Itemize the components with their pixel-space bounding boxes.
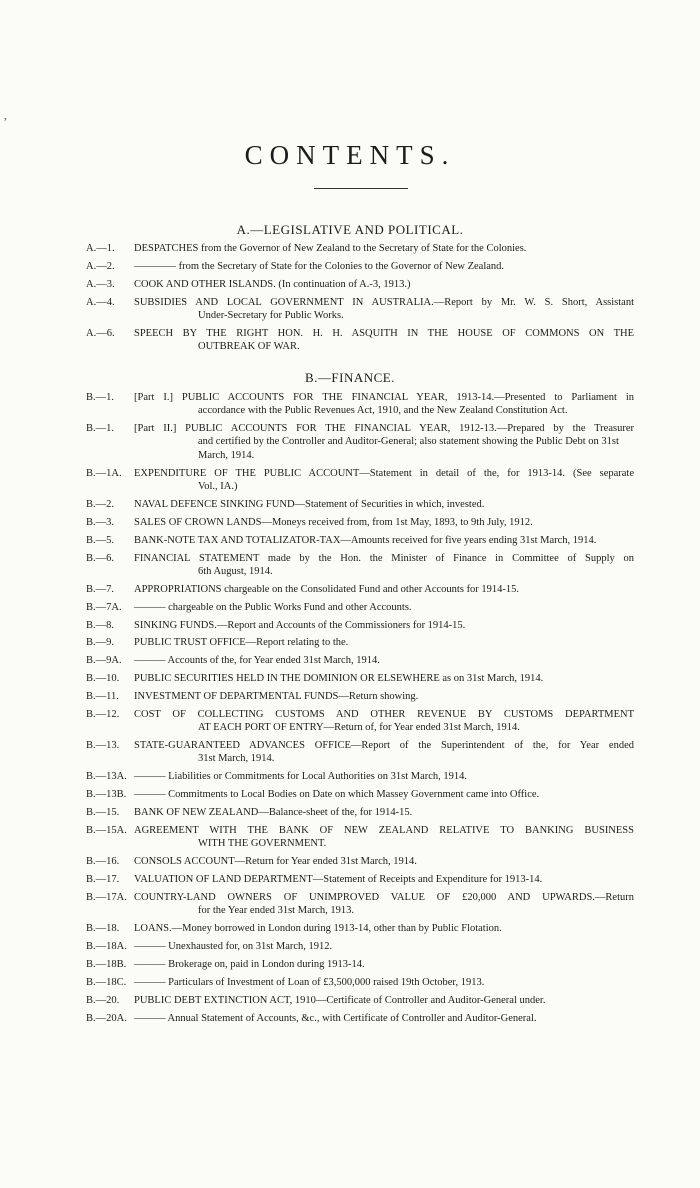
- entry-title: INVESTMENT OF DEPARTMENTAL FUNDS—Return showing.: [134, 691, 419, 703]
- entry-body: [134, 739, 634, 766]
- contents-entry: [0, 891, 700, 918]
- entry-body: [134, 958, 634, 971]
- entry-title: SINKING FUNDS.—Report and Accounts of the Commissioners for 1914-15.: [134, 619, 466, 631]
- entry-title: LOANS.—Money borrowed in London during 1913-14, other than by Public Flotation.: [134, 923, 502, 935]
- entry-title: ——— Unexhausted for, on 31st March, 1912.: [134, 941, 333, 953]
- entry-code: B.—9A.: [86, 655, 122, 667]
- entry-title: BANK OF NEW ZEALAND—Balance-sheet of the, for 1914-15.: [134, 807, 413, 819]
- entry-body: [134, 552, 634, 579]
- contents-entry: [0, 260, 700, 273]
- entry-body: [134, 516, 634, 529]
- contents-entry: [0, 327, 700, 354]
- entry-code: B.—5.: [86, 534, 115, 546]
- entry-title: SALES OF CROWN LANDS—Moneys received from, from 1st May, 1893, to 9th July, 1912.: [134, 516, 533, 528]
- entry-title: CONSOLS ACCOUNT—Return for Year ended 31st March, 1914.: [134, 856, 417, 868]
- contents-entry: [0, 873, 700, 886]
- entry-code: A.—3.: [86, 278, 115, 290]
- entry-title: ——— Accounts of the, for Year ended 31st March, 1914.: [134, 655, 380, 667]
- contents-entry: [0, 534, 700, 547]
- entry-code: B.—20A.: [86, 1012, 127, 1024]
- contents-entry: [0, 922, 700, 935]
- entry-title: FINANCIAL STATEMENT made by the Hon. the Minister of Finance in Committee of Supply on: [134, 552, 634, 564]
- section-heading-a: A.—LEGISLATIVE AND POLITICAL.: [236, 222, 464, 237]
- entry-body: [134, 891, 634, 918]
- entry-title: [Part I.] PUBLIC ACCOUNTS FOR THE FINANCIAL YEAR, 1913-14.—Presented to Parliament in: [134, 392, 634, 403]
- contents-entry: [0, 654, 700, 667]
- contents-entry: [0, 958, 700, 971]
- entry-code: B.—1.: [86, 423, 115, 435]
- entry-code: B.—10.: [86, 673, 120, 685]
- contents-entry: [0, 467, 700, 494]
- entry-body: [134, 690, 634, 703]
- entry-body: [134, 327, 634, 354]
- entry-body: [134, 940, 634, 953]
- entry-code: B.—20.: [86, 994, 120, 1006]
- entry-body: [134, 296, 634, 323]
- entry-title: ——— Brokerage on, paid in London during 1913-14.: [134, 958, 365, 970]
- entry-body: [134, 976, 634, 989]
- entry-code: B.—13.: [86, 740, 120, 752]
- entry-code: A.—4.: [86, 296, 115, 308]
- entry-continuation: WITH THE GOVERNMENT.: [198, 838, 327, 850]
- entry-body: [134, 498, 634, 511]
- entry-body: [134, 806, 634, 819]
- contents-entry: [0, 855, 700, 868]
- entry-body: [134, 855, 634, 868]
- contents-entry: [0, 583, 700, 596]
- entry-code: B.—8.: [86, 619, 115, 631]
- entry-title: COOK AND OTHER ISLANDS. (In continuation of A.-3, 1913.): [134, 278, 411, 290]
- entry-title: APPROPRIATIONS chargeable on the Consolidated Fund and other Accounts for 1914-15.: [134, 583, 520, 595]
- entry-code: A.—6.: [86, 327, 115, 339]
- contents-entry: [0, 788, 700, 801]
- entry-code: B.—9.: [86, 637, 115, 649]
- entry-continuation: AT EACH PORT OF ENTRY—Return of, for Year ended 31st March, 1914.: [198, 722, 520, 734]
- contents-entry: [0, 806, 700, 819]
- entry-continuation: Under-Secretary for Public Works.: [198, 309, 344, 321]
- contents-entry: [0, 994, 700, 1007]
- entry-code: B.—6.: [86, 552, 115, 564]
- entry-body: [134, 583, 634, 596]
- entry-title: SPEECH BY THE RIGHT HON. H. H. ASQUITH IN THE HOUSE OF COMMONS ON THE: [134, 327, 634, 339]
- entry-code: B.—18C.: [86, 976, 127, 988]
- margin-mark: ,: [4, 108, 7, 122]
- contents-entry: [0, 770, 700, 783]
- entry-body: [134, 824, 634, 851]
- contents-entry: [0, 636, 700, 649]
- entry-code: B.—16.: [86, 856, 120, 868]
- contents-entry: [0, 278, 700, 291]
- contents-entry: [0, 391, 700, 418]
- entry-title: STATE-GUARANTEED ADVANCES OFFICE—Report of the Superintendent of the, for Year ended: [134, 740, 634, 752]
- section-b-entries: [0, 391, 700, 1030]
- contents-entry: [0, 739, 700, 766]
- entry-body: [134, 672, 634, 685]
- contents-entry: [0, 422, 700, 462]
- contents-entry: [0, 619, 700, 632]
- entry-title: ——— Commitments to Local Bodies on Date on which Massey Government came into Office.: [134, 789, 540, 801]
- entry-title: EXPENDITURE OF THE PUBLIC ACCOUNT—Statement in detail of the, for 1913-14. (See separate: [134, 467, 634, 479]
- entry-code: B.—13A.: [86, 771, 127, 783]
- entry-code: B.—7.: [86, 583, 115, 595]
- entry-title: ——— chargeable on the Public Works Fund and other Accounts.: [134, 601, 412, 613]
- entry-continuation: accordance with the Public Revenues Act, 1910, and the New Zealand Constitution Act.: [198, 405, 568, 417]
- entry-title: BANK-NOTE TAX AND TOTALIZATOR-TAX—Amounts received for five years ending 31st March, 1914.: [134, 534, 597, 546]
- entry-body: [134, 619, 634, 632]
- entry-continuation: Vol., IA.): [198, 480, 238, 492]
- entry-code: B.—18A.: [86, 941, 127, 953]
- entry-continuation: 6th August, 1914.: [198, 565, 273, 577]
- entry-body: [134, 922, 634, 935]
- entry-code: B.—13B.: [86, 789, 127, 801]
- entry-continuation: 31st March, 1914.: [198, 753, 275, 765]
- entry-code: B.—15A.: [86, 825, 127, 836]
- contents-entry: [0, 242, 700, 255]
- entry-body: [134, 788, 634, 801]
- entry-code: B.—1A.: [86, 467, 122, 479]
- entry-body: [134, 391, 634, 418]
- entry-body: [134, 873, 634, 886]
- entry-title: COUNTRY-LAND OWNERS OF UNIMPROVED VALUE OF £20,000 AND UPWARDS.—Return: [134, 891, 634, 903]
- contents-entry: [0, 824, 700, 851]
- entry-title: PUBLIC TRUST OFFICE—Report relating to the.: [134, 637, 349, 649]
- entry-title: ———— from the Secretary of State for the Colonies to the Governor of New Zealand.: [134, 260, 505, 272]
- entry-body: [134, 636, 634, 649]
- entry-code: A.—2.: [86, 260, 115, 272]
- entry-code: B.—11.: [86, 691, 119, 703]
- entry-code: B.—18.: [86, 923, 120, 935]
- entry-body: [134, 242, 634, 255]
- entry-body: [134, 534, 634, 547]
- entry-code: B.—3.: [86, 516, 115, 528]
- entry-title: VALUATION OF LAND DEPARTMENT—Statement of Receipts and Expenditure for 1913-14.: [134, 874, 543, 886]
- section-a-entries: [0, 242, 700, 358]
- section-heading-b: B.—FINANCE.: [304, 370, 395, 385]
- entry-code: B.—18B.: [86, 958, 127, 970]
- page-title: CONTENTS.: [244, 140, 456, 170]
- contents-entry: [0, 498, 700, 511]
- contents-entry: [0, 1012, 700, 1025]
- entry-title: COST OF COLLECTING CUSTOMS AND OTHER REVENUE BY CUSTOMS DEPARTMENT: [134, 708, 634, 720]
- entry-code: B.—17.: [86, 874, 120, 886]
- contents-entry: [0, 940, 700, 953]
- contents-entry: [0, 296, 700, 323]
- entry-title: ——— Annual Statement of Accounts, &c., with Certificate of Controller and Auditor-General.: [134, 1012, 537, 1024]
- entry-continuation: for the Year ended 31st March, 1913.: [198, 905, 355, 917]
- entry-body: [134, 654, 634, 667]
- entry-title: NAVAL DEFENCE SINKING FUND—Statement of Securities in which, invested.: [134, 498, 485, 510]
- entry-code: A.—1.: [86, 243, 115, 254]
- contents-entry: [0, 690, 700, 703]
- entry-continuation: OUTBREAK OF WAR.: [198, 341, 300, 353]
- entry-body: [134, 278, 634, 291]
- contents-entry: [0, 516, 700, 529]
- entry-body: [134, 601, 634, 614]
- entry-code: B.—1.: [86, 392, 115, 403]
- entry-title: AGREEMENT WITH THE BANK OF NEW ZEALAND RELATIVE TO BANKING BUSINESS: [134, 825, 634, 836]
- entry-body: [134, 994, 634, 1007]
- entry-body: [134, 770, 634, 783]
- entry-code: B.—15.: [86, 807, 120, 819]
- entry-title: [Part II.] PUBLIC ACCOUNTS FOR THE FINANCIAL YEAR, 1912-13.—Prepared by the Treasurer: [134, 423, 634, 435]
- contents-entry: [0, 601, 700, 614]
- entry-code: B.—2.: [86, 498, 115, 510]
- contents-entry: [0, 976, 700, 989]
- entry-code: B.—12.: [86, 708, 120, 720]
- entry-title: ——— Liabilities or Commitments for Local Authorities on 31st March, 1914.: [134, 771, 468, 783]
- entry-title: SUBSIDIES AND LOCAL GOVERNMENT IN AUSTRALIA.—Report by Mr. W. S. Short, Assistant: [134, 296, 634, 308]
- contents-entry: [0, 708, 700, 735]
- entry-title: PUBLIC DEBT EXTINCTION ACT, 1910—Certificate of Controller and Auditor-General under.: [134, 994, 546, 1006]
- entry-body: [134, 422, 634, 462]
- entry-body: [134, 467, 634, 494]
- contents-entry: [0, 672, 700, 685]
- entry-title: PUBLIC SECURITIES HELD IN THE DOMINION OR ELSEWHERE as on 31st March, 1914.: [134, 673, 544, 685]
- entry-body: [134, 1012, 634, 1025]
- entry-body: [134, 708, 634, 735]
- entry-body: [134, 260, 634, 273]
- entry-title: DESPATCHES from the Governor of New Zealand to the Secretary of State for the Colonies.: [134, 243, 527, 254]
- contents-entry: [0, 552, 700, 579]
- entry-code: B.—17A.: [86, 891, 127, 903]
- entry-code: B.—7A.: [86, 601, 122, 613]
- entry-title: ——— Particulars of Investment of Loan of £3,500,000 raised 19th October, 1913.: [134, 976, 485, 988]
- title-rule: [314, 188, 408, 189]
- entry-continuation: and certified by the Controller and Auditor-General; also statement showing the Public Debt on 31st March, 1914.: [198, 436, 619, 461]
